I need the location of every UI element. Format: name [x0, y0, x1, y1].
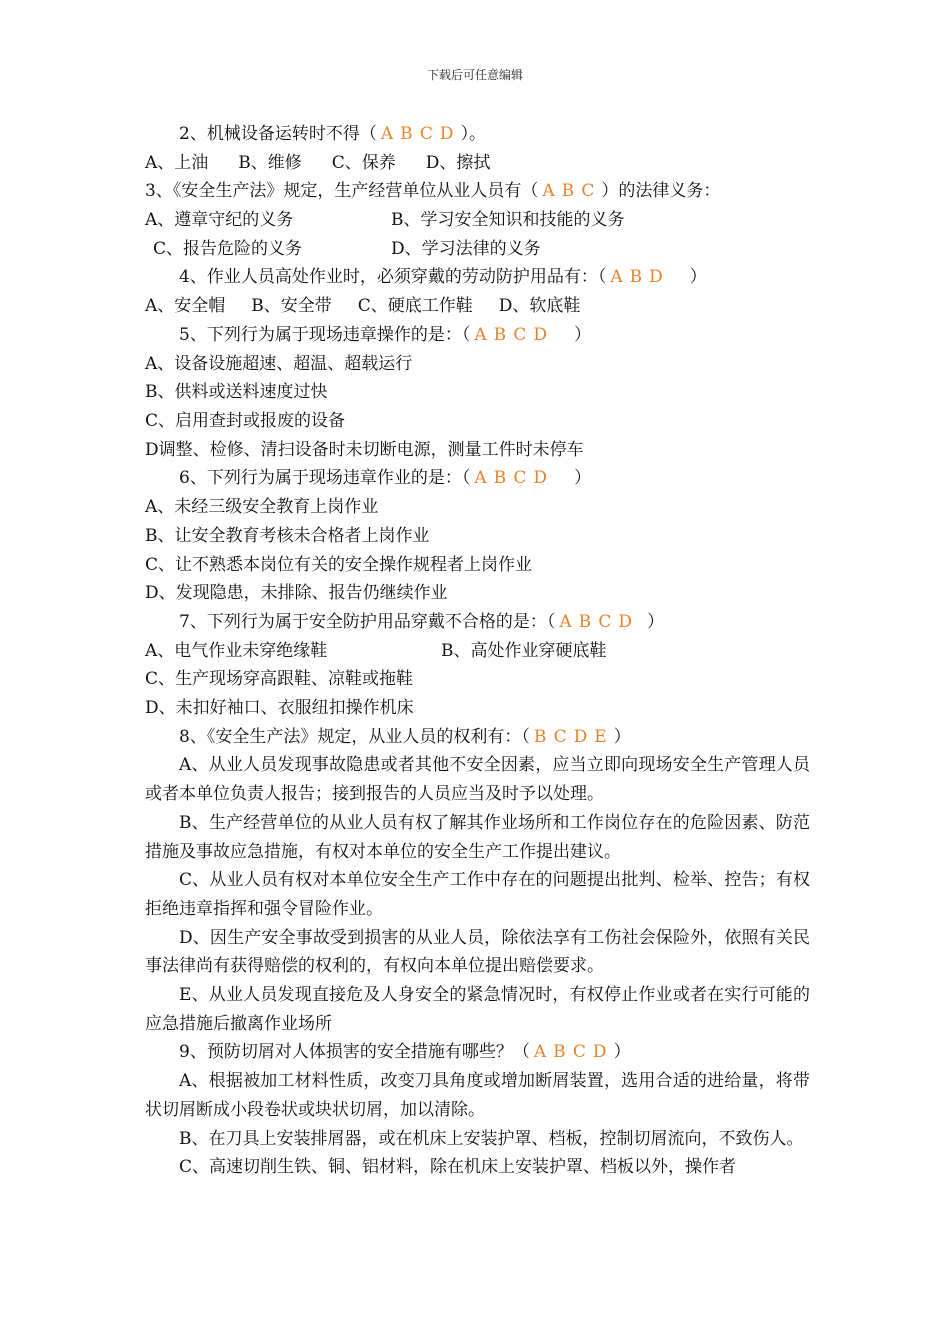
option-5a: A、设备设施超速、超温、超载运行 — [145, 353, 413, 374]
option-5c: C、启用查封或报废的设备 — [145, 411, 346, 431]
option-9c: C、高速切削生铁、铜、铝材料，除在机床上安装护罩、档板以外，操作者 — [179, 1157, 737, 1178]
question-2: 2、机械设备运转时不得（ ABCD）。 — [179, 124, 487, 144]
answer-8: BCDE — [533, 726, 614, 747]
options-3-row1: A、遵章守纪的义务 B、学习安全知识和技能的义务 — [145, 210, 625, 231]
option-7c: C、生产现场穿高跟鞋、凉鞋或拖鞋 — [145, 669, 414, 690]
option-5b: B、供料或送料速度过快 — [145, 382, 328, 403]
option-8d: D、因生产安全事故受到损害的从业人员，除依法享有工伤社会保险外，依照有关民事法律尚有获得赔偿的权利的，有权向本单位提出赔偿要求。 — [145, 927, 810, 977]
options-4: A、安全帽 B、安全带 C、硬底工作鞋 D、软底鞋 — [145, 296, 581, 317]
answer-2: ABCD — [380, 124, 461, 144]
answer-9: ABCD — [533, 1042, 614, 1063]
option-8e: E、从业人员发现直接危及人身安全的紧急情况时，有权停止作业或者在实行可能的应急措施后撤离作业场所 — [145, 985, 810, 1034]
options-7-row1: A、电气作业未穿绝缘鞋 B、高处作业穿硬底鞋 — [145, 640, 607, 661]
answer-4: ABD — [610, 267, 670, 288]
option-7d: D、未扣好袖口、衣服纽扣操作机床 — [145, 698, 414, 719]
answer-7: ABCD — [559, 611, 640, 632]
option-5d: D调整、检修、清扫设备时未切断电源，测量工件时未停车 — [145, 439, 584, 460]
option-6a: A、未经三级安全教育上岗作业 — [145, 497, 379, 518]
option-9a: A、根据被加工材料性质，改变刀具角度或增加断屑装置，选用合适的进给量，将带状切屑断成小段卷状或块状切屑，加以清除。 — [145, 1071, 810, 1120]
document-body — [145, 120, 810, 1182]
options-3-row2: C、报告危险的义务 D、学习法律的义务 — [153, 238, 541, 259]
question-8: 8、《安全生产法》规定，从业人员的权利有：（ BCDE） — [179, 726, 631, 747]
option-8c: C、从业人员有权对本单位安全生产工作中存在的问题提出批判、检举、控告；有权拒绝违章指挥和强令冒险作业。 — [145, 870, 810, 919]
answer-6: ABCD — [474, 468, 555, 489]
question-5: 5、下列行为属于现场违章操作的是：（ ABCD ） — [179, 324, 592, 345]
question-3: 3、《安全生产法》规定，生产经营单位从业人员有（ ABC）的法律义务： — [145, 181, 721, 202]
option-9b: B、在刀具上安装排屑器，或在机床上安装护罩、档板，控制切屑流向，不致伤人。 — [179, 1128, 804, 1149]
question-6: 6、下列行为属于现场违章作业的是：（ ABCD ） — [179, 468, 592, 489]
option-8b: B、生产经营单位的从业人员有权了解其作业场所和工作岗位存在的危险因素、防范措施及事故应急措施，有权对本单位的安全生产工作提出建议。 — [145, 812, 810, 862]
page-header: 下载后可任意编辑 — [426, 68, 523, 82]
question-4: 4、作业人员高处作业时，必须穿戴的劳动防护用品有：（ ABD ） — [179, 267, 707, 288]
question-9: 9、预防切屑对人体损害的安全措施有哪些？（ ABCD） — [179, 1042, 631, 1063]
option-6c: C、让不熟悉本岗位有关的安全操作规程者上岗作业 — [145, 554, 533, 575]
options-2: A、上油 B、维修 C、保养 D、擦拭 — [145, 152, 491, 173]
option-6b: B、让安全教育考核未合格者上岗作业 — [145, 525, 430, 546]
question-7: 7、下列行为属于安全防护用品穿戴不合格的是：（ ABCD ） — [179, 611, 665, 632]
answer-3: ABC — [542, 181, 602, 202]
option-6d: D、发现隐患，未排除、报告仍继续作业 — [145, 583, 448, 604]
answer-5: ABCD — [474, 324, 555, 345]
option-8a: A、从业人员发现事故隐患或者其他不安全因素，应当立即向现场安全生产管理人员或者本单位负责人报告；接到报告的人员应当及时予以处理。 — [145, 755, 810, 805]
